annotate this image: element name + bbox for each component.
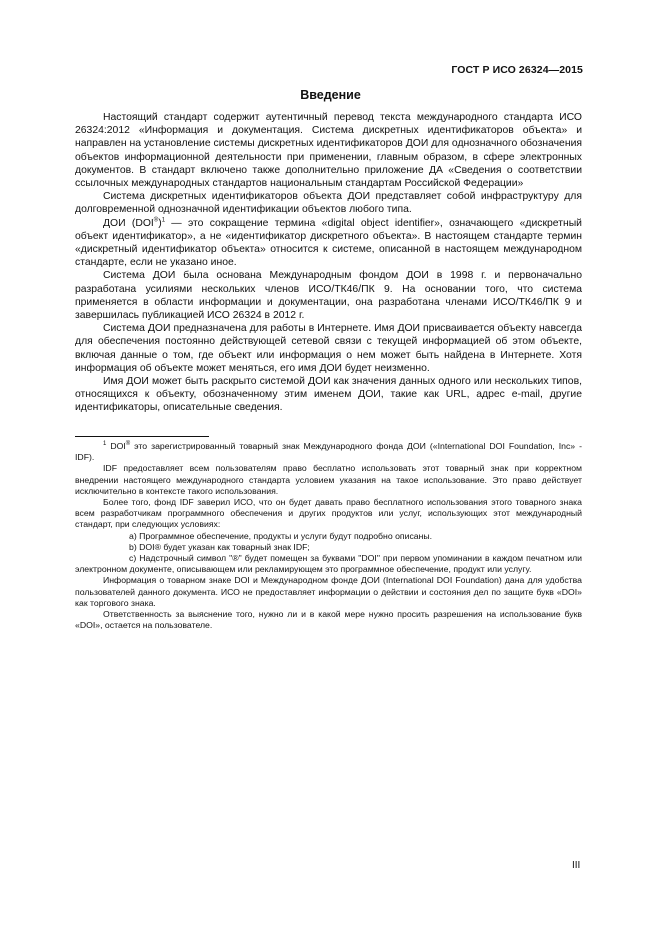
footnote-block [75, 441, 582, 631]
standard-designation: ГОСТ Р ИСО 26324—2015 [451, 64, 583, 76]
footnote-paragraph: Более того, фонд IDF заверил ИСО, что он будет давать право бесплатного использования этого товарного знака всем разработчикам программного обеспечения и других продуктов или услуг, использующих этот международный стандарт, при следующих условиях: [75, 497, 582, 530]
footnote-paragraph: Ответственность за выяснение того, нужно ли и в какой мере нужно просить разрешения на использование букв «DOI», остается на пользователе. [75, 609, 582, 631]
footnote-list-item: b) DOI® будет указан как товарный знак IDF; [129, 541, 310, 552]
text-segment: ) [158, 217, 162, 229]
text-segment: ДОИ (DOI [103, 217, 154, 229]
footnote-paragraph: IDF предоставляет всем пользователям право бесплатно использовать этот товарный знак при корректном внедрении настоящего международного стандарта условием указания на такое использование. Это право действует исключительно в контексте такого использования. [75, 463, 582, 496]
footnote-marker: 1 [103, 441, 107, 448]
footnote-paragraph: Информация о товарном знаке DOI и Международном фонде ДОИ (International DOI Foundation) дана для удобства пользователей данного документа. ИСО не предоставляет информации о действии и состояния дел по защите букв «DOI» как торгового знака. [75, 575, 582, 608]
text-segment: это зарегистрированный товарный знак Международного фонда ДОИ («International DOI Foundation, Inc» - IDF). [75, 441, 583, 463]
text-segment: — это сокращение термина «digital object identifier», означающего «дискретный объект идентификатор», а не «идентификатор дискретного объекта». В настоящем стандарте термин «дискретный идентификатор объекта» относится к системе, описанной в настоящем международном стандарте, если не указано иное. [75, 217, 582, 269]
page-title: Введение [300, 88, 361, 102]
paragraph: Система ДОИ была основана Международным фондом ДОИ в 1998 г. и первоначально разработана усилиями нескольких членов ИСО/ТК46/ПК 9. На основании того, что система применяется в области информации и документации, она разработана членами ИСО/ТК46/ПК 9 и завершилась публикацией ИСО 26324 в 2012 г. [75, 270, 582, 322]
paragraph-doi-definition [75, 217, 582, 270]
footnote-reference[interactable]: 1 [161, 217, 166, 224]
page-number: III [572, 860, 581, 871]
paragraph: Система дискретных идентификаторов объекта ДОИ представляет собой инфраструктуру для долговременной однозначной идентификации объектов любого типа. [75, 191, 582, 216]
footnote-list-item: а) Программное обеспечение, продукты и услуги будут подробно описаны. [129, 530, 433, 541]
paragraph: Настоящий стандарт содержит аутентичный перевод текста международного стандарта ИСО 26324:2012 «Информация и документация. Система дискретных идентификаторов объекта» и направлен на установление системы дискретных идентификаторов ДОИ для однозначного обозначения объектов информационной деятельности при применении, главным образом, в сфере электронных документов. В стандарт включено также дополнительно приложение ДА «Сведения о соответствии ссылочных международных стандартов национальным стандартам Российской Федерации» [75, 112, 582, 190]
registered-mark: ® [125, 441, 131, 448]
paragraph: Имя ДОИ может быть раскрыто системой ДОИ как значения данных одного или нескольких типов, относящихся к объекту, обозначенному этим именем ДОИ, такие как URL, адрес e-mail, другие идентификаторы, описательные сведения. [75, 376, 582, 414]
footnote-first [75, 441, 582, 463]
paragraph: Система ДОИ предназначена для работы в Интернете. Имя ДОИ присваивается объекту навсегда для обеспечения постоянно действующей сетевой связи с текущей информацией об этом объекте, включая данные о том, где объект или информация о нем может быть найдена в Интернете. Хотя информация об объекте может меняться, его имя ДОИ будет неизменно. [75, 323, 582, 374]
registered-mark: ® [153, 217, 159, 224]
introduction-body [75, 111, 582, 415]
text-segment: DOI [106, 441, 126, 451]
footnote-separator [75, 436, 209, 437]
footnote-list-item: c) Надстрочный символ "®" будет помещен за буквами "DOI" при первом упоминании в каждом печатном или электронном документе, описывающем или рекламирующем это программное обеспечение, продукт или услугу. [75, 553, 582, 575]
